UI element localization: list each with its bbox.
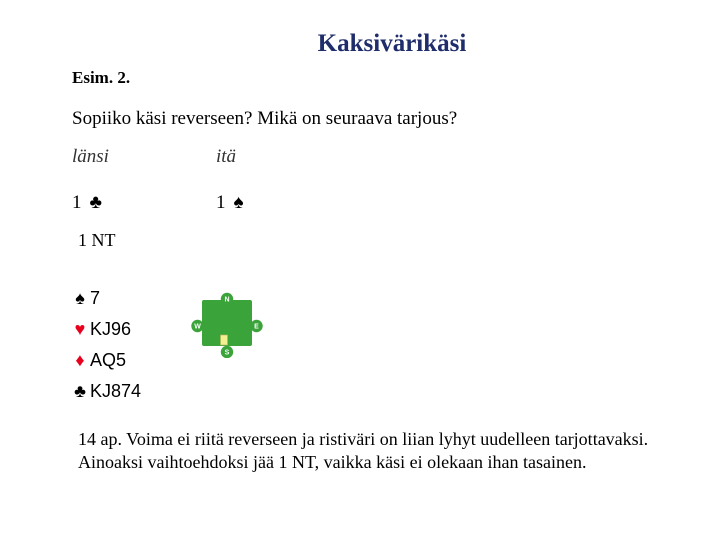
- club-icon: ♣: [74, 381, 86, 401]
- clubs-cards: KJ874: [90, 381, 142, 401]
- hand-diamonds: [72, 345, 141, 376]
- page-title: Kaksivärikäsi: [317, 30, 467, 57]
- east-bid-level: 1: [216, 192, 226, 213]
- compass-table-icon: [190, 292, 264, 358]
- compass-card: [221, 335, 228, 345]
- diamond-icon: ♦: [75, 350, 85, 370]
- compass-west: W: [194, 323, 201, 331]
- compass-north: N: [224, 296, 230, 304]
- spade-icon: ♠: [75, 288, 85, 308]
- question-text: Sopiiko käsi reverseen? Mikä on seuraava tarjous?: [72, 108, 458, 129]
- west-rebid: 1 NT: [78, 230, 116, 250]
- west-bid: [72, 192, 102, 214]
- east-bid: [216, 192, 244, 214]
- explanation-text: 14 ap. Voima ei riitä reverseen ja ristiväri on liian lyhyt uudelleen tarjottavaksi. Ainoaksi vaihtoehdoksi jää 1 NT, vaikka käsi ei olekaan ihan tasainen.: [78, 429, 649, 472]
- club-icon: ♣: [89, 192, 102, 213]
- west-header: länsi: [72, 146, 109, 167]
- hand: [72, 283, 141, 407]
- spade-icon: ♠: [233, 192, 244, 213]
- diamonds-cards: AQ5: [90, 350, 127, 370]
- hand-clubs: [72, 376, 141, 407]
- heart-icon: ♥: [74, 319, 86, 339]
- compass-south: S: [224, 349, 230, 357]
- hearts-cards: KJ96: [90, 319, 132, 339]
- east-header: itä: [216, 146, 237, 167]
- hand-spades: [72, 283, 141, 314]
- example-label: Esim. 2.: [72, 68, 131, 87]
- spades-cards: 7: [90, 288, 101, 308]
- west-bid-level: 1: [72, 192, 82, 213]
- hand-hearts: [72, 314, 141, 345]
- compass-east: E: [254, 323, 259, 331]
